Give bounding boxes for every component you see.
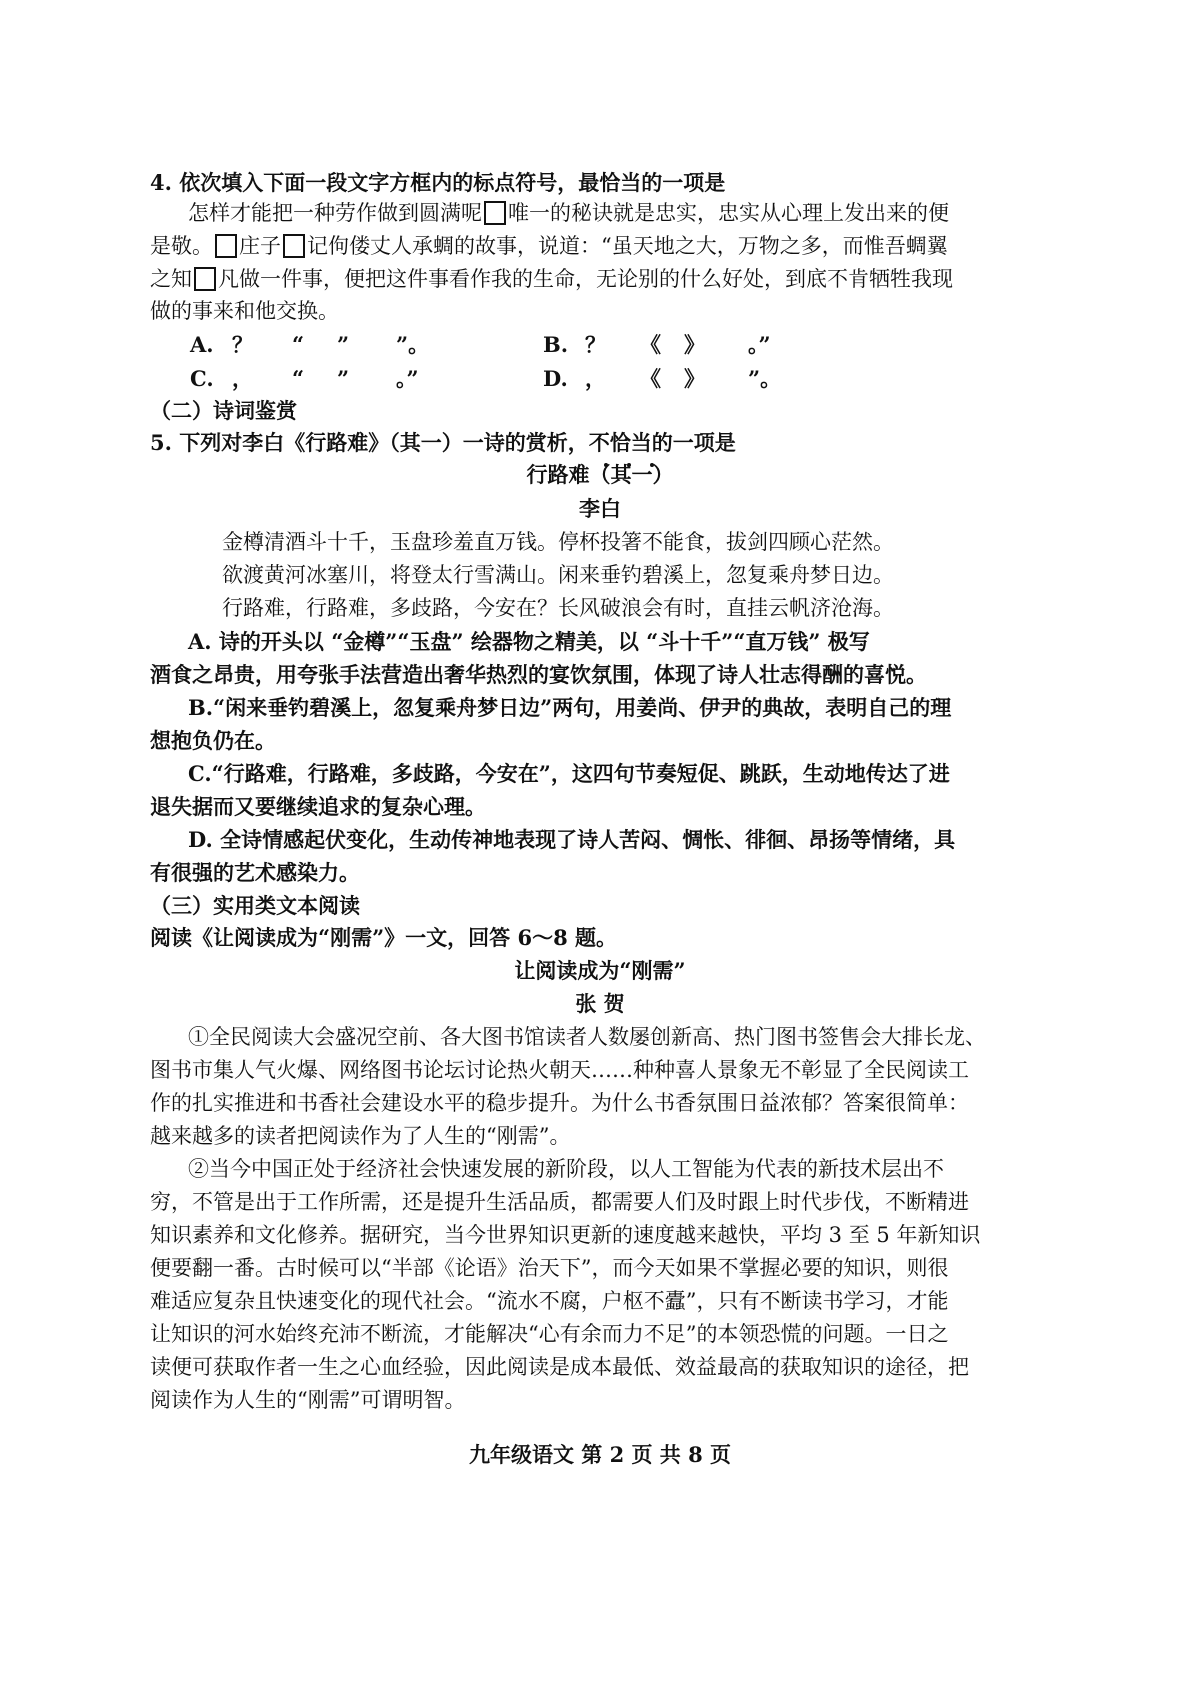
q4-passage-line-2 — [0, 231, 1200, 261]
poem-line-3: 行路难，行路难，多歧路，今安在？长风破浪会有时，直挂云帆济沧海。 — [222, 596, 894, 620]
article-p1-line-3: 作的扎实推进和书香社会建设水平的稳步提升。为什么书香氛围日益浓郁？答案很简单： — [150, 1091, 969, 1115]
q4-stem: 4. 依次填入下面一段文字方框内的标点符号，最恰当的一项是 — [150, 170, 726, 195]
q5-choice-d-line-1: D. 全诗情感起伏变化，生动传神地表现了诗人苦闷、惆怅、徘徊、昂扬等情绪，具 — [188, 827, 956, 852]
reading-intro: 阅读《让阅读成为“刚需”》一文，回答 6～8 题。 — [150, 925, 618, 950]
option-mark: ， — [585, 366, 606, 391]
q4-text: 是敬。 — [150, 234, 213, 258]
option-mark: ”。 — [748, 366, 782, 391]
option-label: A. — [190, 332, 214, 357]
q5-stem: 5. 下列对李白《行路难》（其一）一诗的赏析，不恰当的一项是 — [150, 430, 736, 455]
article-author: 张 贺 — [575, 991, 625, 1016]
option-label: D. — [543, 366, 568, 391]
q4-text: 凡做一件事，便把这件事看作我的生命，无论别的什么好处，到底不肯牺牲我现 — [218, 267, 953, 291]
answer-box-2 — [215, 234, 237, 258]
poem-line-1: 金樽清酒斗十千，玉盘珍羞直万钱。停杯投箸不能食，拔剑四顾心茫然。 — [222, 530, 894, 554]
option-label: C. — [190, 366, 214, 391]
article-p2-line-5: 难适应复杂且快速变化的现代社会。“流水不腐，户枢不蠹”，只有不断读书学习，才能 — [150, 1289, 949, 1313]
q5-choice-c-line-1: C.“行路难，行路难，多歧路，今安在”，这四句节奏短促、跳跃，生动地传达了进 — [188, 761, 950, 786]
q4-passage-line-1 — [0, 198, 1200, 228]
answer-box-1 — [484, 201, 506, 225]
q5-choice-b-line-2: 想抱负仍在。 — [150, 728, 276, 753]
option-mark: 》 — [684, 332, 705, 357]
option-mark: ” — [337, 366, 350, 391]
option-mark: 《 — [640, 332, 661, 357]
option-label: B. — [543, 332, 569, 357]
page-footer: 九年级语文 第 2 页 共 8 页 — [468, 1442, 732, 1467]
option-mark: 。” — [748, 332, 771, 357]
option-mark: ， — [232, 366, 253, 391]
article-p1-line-2: 图书市集人气火爆、网络图书论坛讨论热火朝天……种种喜人景象无不彰显了全民阅读工 — [150, 1058, 969, 1082]
q5-choice-c-line-2: 退失据而又要继续追求的复杂心理。 — [150, 794, 486, 819]
option-mark: ？ — [585, 332, 606, 357]
option-mark: “ — [292, 366, 305, 391]
article-p2-line-8: 阅读作为人生的“刚需”可谓明智。 — [150, 1388, 466, 1412]
q4-text: 记佝偻丈人承蜩的故事，说道：“虽天地之大，万物之多，而惟吾蜩翼 — [307, 234, 948, 258]
option-mark: ” — [337, 332, 350, 357]
q4-text: 怎样才能把一种劳作做到圆满呢 — [188, 201, 482, 225]
article-title: 让阅读成为“刚需” — [514, 958, 686, 983]
q5-choice-a-line-1: A. 诗的开头以 “金樽”“玉盘” 绘器物之精美，以 “斗十千”“直万钱” 极写 — [188, 629, 870, 654]
option-mark: 。” — [396, 366, 419, 391]
q4-passage-line-3 — [0, 264, 1200, 294]
article-p2-line-1: ②当今中国正处于经济社会快速发展的新阶段，以人工智能为代表的新技术层出不 — [188, 1157, 944, 1181]
article-p2-line-7: 读便可获取作者一生之心血经验，因此阅读是成本最低、效益最高的获取知识的途径，把 — [150, 1355, 969, 1379]
poem-line-2: 欲渡黄河冰塞川，将登太行雪满山。闲来垂钓碧溪上，忽复乘舟梦日边。 — [222, 563, 894, 587]
option-mark: “ — [292, 332, 305, 357]
article-p1-line-4: 越来越多的读者把阅读作为了人生的“刚需”。 — [150, 1124, 571, 1148]
option-mark: 》 — [684, 366, 705, 391]
poem-title: 行路难（其一） — [526, 462, 674, 487]
article-p2-line-3: 知识素养和文化修养。据研究，当今世界知识更新的速度越来越快，平均 3 至 5 年新知识 — [150, 1223, 981, 1247]
option-mark: ？ — [232, 332, 253, 357]
q4-text: 庄子 — [239, 234, 281, 258]
option-mark: ”。 — [396, 332, 430, 357]
section-heading-reading: （三）实用类文本阅读 — [150, 893, 360, 918]
section-heading-poetry: （二）诗词鉴赏 — [150, 398, 297, 423]
article-p2-line-2: 穷，不管是出于工作所需，还是提升生活品质，都需要人们及时跟上时代步伐，不断精进 — [150, 1190, 969, 1214]
q5-choice-b-line-1: B.“闲来垂钓碧溪上，忽复乘舟梦日边”两句，用姜尚、伊尹的典故，表明自己的理 — [188, 695, 952, 720]
article-p2-line-4: 便要翻一番。古时候可以“半部《论语》治天下”，而今天如果不掌握必要的知识，则很 — [150, 1256, 949, 1280]
answer-box-4 — [194, 267, 216, 291]
answer-box-3 — [283, 234, 305, 258]
q5-choice-d-line-2: 有很强的艺术感染力。 — [150, 860, 360, 885]
article-p2-line-6: 让知识的河水始终充沛不断流，才能解决“心有余而力不足”的本领恐慌的问题。一日之 — [150, 1322, 949, 1346]
poem-author: 李白 — [579, 496, 621, 521]
q5-choice-a-line-2: 酒食之昂贵，用夸张手法营造出奢华热烈的宴饮氛围，体现了诗人壮志得酬的喜悦。 — [150, 662, 927, 687]
article-p1-line-1: ①全民阅读大会盛况空前、各大图书馆读者人数屡创新高、热门图书签售会大排长龙、 — [188, 1025, 986, 1049]
q4-text: 唯一的秘诀就是忠实，忠实从心理上发出来的便 — [508, 201, 949, 225]
q4-text: 之知 — [150, 267, 192, 291]
q4-passage-line-4: 做的事来和他交换。 — [150, 299, 339, 323]
option-mark: 《 — [640, 366, 661, 391]
